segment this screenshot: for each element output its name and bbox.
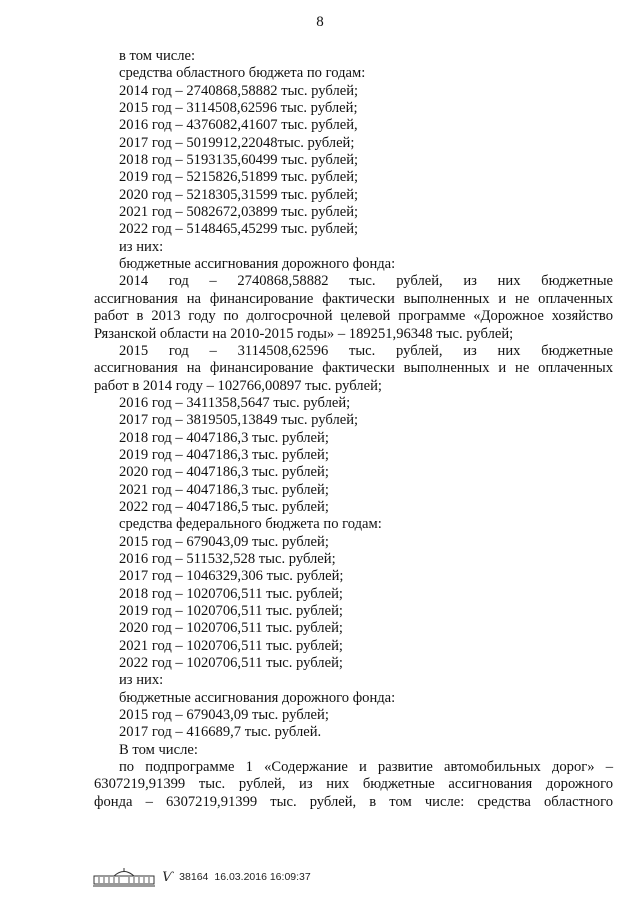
text-line: из них: bbox=[119, 672, 164, 689]
paragraph-line: фонда – 6307219,91399 тыс. рублей, в том числе: средства областного bbox=[94, 793, 613, 810]
text-line: 2015 год – 3114508,62596 тыс. рублей; bbox=[119, 100, 358, 117]
text-line: 2019 год – 1020706,511 тыс. рублей; bbox=[119, 603, 343, 619]
text-line: 2016 год – 3411358,5647 тыс. рублей; bbox=[119, 394, 351, 411]
doc-number: 38164 bbox=[179, 871, 209, 883]
paragraph-line: 6307219,91399 тыс. рублей, из них бюджетные ассигнования дорожного bbox=[94, 776, 613, 793]
text-line: бюджетные ассигнования дорожного фонда: bbox=[119, 689, 396, 706]
text-line: бюджетные ассигнования дорожного фонда: bbox=[119, 256, 396, 273]
paragraph-line: работ в 2014 году – 102766,00897 тыс. рублей; bbox=[94, 377, 382, 394]
text-line: 2022 год – 4047186,5 тыс. рублей; bbox=[119, 498, 329, 515]
text-line: 2017 год – 1046329,306 тыс. рублей; bbox=[119, 568, 344, 585]
text-line: 2016 год – 4376082,41607 тыс. рублей, bbox=[119, 117, 358, 134]
paragraph-subprogram bbox=[94, 759, 613, 811]
text-line: 2020 год – 5218305,31599 тыс. рублей; bbox=[119, 186, 359, 203]
text-line: 2016 год – 511532,528 тыс. рублей; bbox=[119, 550, 336, 567]
paragraph-line: 2014 год – 2740868,58882 тыс. рублей, из них бюджетные bbox=[119, 273, 613, 290]
paragraph-line: Рязанской области на 2010-2015 годы» – 189251,96348 тыс. рублей; bbox=[94, 325, 514, 342]
text-line: 2015 год – 679043,09 тыс. рублей; bbox=[119, 707, 329, 724]
text-line: 2020 год – 4047186,3 тыс. рублей; bbox=[119, 464, 329, 481]
document-footer bbox=[92, 866, 311, 888]
doc-datetime: 16.03.2016 16:09:37 bbox=[214, 871, 311, 883]
text-line: 2017 год – 3819505,13849 тыс. рублей; bbox=[119, 412, 359, 429]
text-line: 2019 год – 4047186,3 тыс. рублей; bbox=[119, 446, 329, 463]
text-line: 2022 год – 5148465,45299 тыс. рублей; bbox=[119, 221, 359, 238]
text-line: 2021 год – 5082672,03899 тыс. рублей; bbox=[119, 204, 359, 221]
text-line: 2017 год – 5019912,22048тыс. рублей; bbox=[119, 134, 355, 151]
signature-mark-icon: Ѵ bbox=[162, 869, 174, 885]
paragraph-2015 bbox=[94, 343, 613, 395]
text-line: средства федерального бюджета по годам: bbox=[119, 516, 382, 533]
paragraph-line: работ в 2013 году по долгосрочной целевой программе «Дорожное хозяйство bbox=[94, 308, 613, 325]
text-line: средства областного бюджета по годам: bbox=[119, 65, 366, 82]
text-line: 2014 год – 2740868,58882 тыс. рублей; bbox=[119, 82, 359, 99]
text-line: из них: bbox=[119, 238, 164, 255]
text-line: 2019 год – 5215826,51899 тыс. рублей; bbox=[119, 169, 359, 186]
text-line: 2015 год – 679043,09 тыс. рублей; bbox=[119, 533, 329, 550]
text-line: 2021 год – 4047186,3 тыс. рублей; bbox=[119, 481, 329, 498]
text-line: в том числе: bbox=[119, 48, 196, 64]
paragraph-line: по подпрограмме 1 «Содержание и развитие автомобильных дорог» – bbox=[119, 759, 613, 776]
text-line: 2021 год – 1020706,511 тыс. рублей; bbox=[119, 637, 343, 654]
text-line: 2018 год – 1020706,511 тыс. рублей; bbox=[119, 585, 343, 602]
document-body bbox=[94, 48, 613, 811]
text-line: 2018 год – 5193135,60499 тыс. рублей; bbox=[119, 152, 359, 169]
page-number: 8 bbox=[316, 14, 324, 30]
paragraph-line: ассигнования на финансирование фактически выполненных и не оплаченных bbox=[94, 360, 613, 377]
paragraph-2014 bbox=[94, 273, 613, 342]
text-line: 2022 год – 1020706,511 тыс. рублей; bbox=[119, 655, 343, 672]
paragraph-line: ассигнования на финансирование фактически выполненных и не оплаченных bbox=[94, 290, 613, 307]
text-line: 2020 год – 1020706,511 тыс. рублей; bbox=[119, 620, 343, 637]
text-line: 2017 год – 416689,7 тыс. рублей. bbox=[119, 724, 322, 741]
paragraph-line: 2015 год – 3114508,62596 тыс. рублей, из них бюджетные bbox=[119, 342, 613, 359]
building-logo-icon bbox=[92, 866, 156, 888]
text-line: 2018 год – 4047186,3 тыс. рублей; bbox=[119, 429, 329, 446]
text-line: В том числе: bbox=[119, 741, 198, 758]
